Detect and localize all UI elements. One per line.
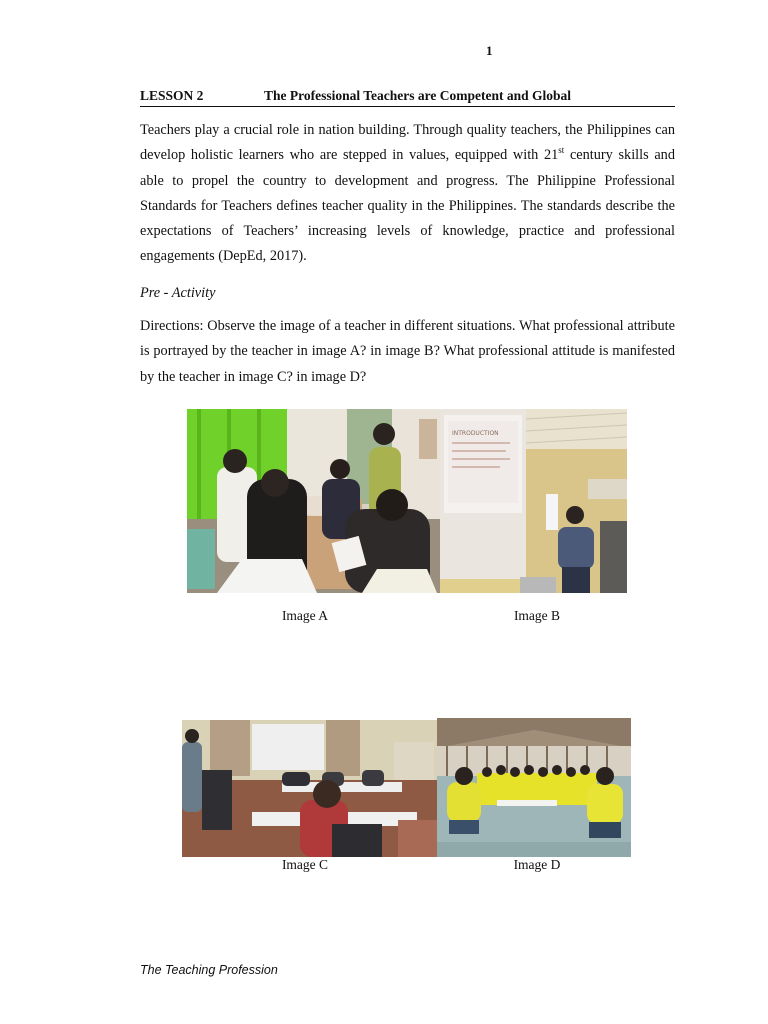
image-a-photo bbox=[187, 409, 440, 593]
svg-text:INTRODUCTION: INTRODUCTION bbox=[452, 430, 499, 437]
image-b-photo bbox=[440, 409, 627, 593]
caption-image-c: Image C bbox=[281, 857, 329, 872]
lesson-title: The Professional Teachers are Competent and Global bbox=[264, 88, 572, 103]
intro-superscript: st bbox=[558, 145, 565, 156]
caption-image-a: Image A bbox=[281, 608, 329, 623]
pre-activity-heading: Pre - Activity bbox=[140, 285, 216, 301]
lesson-header bbox=[140, 88, 675, 107]
image-d-photo bbox=[437, 718, 631, 857]
footer-text: The Teaching Profession bbox=[140, 963, 278, 977]
image-c-photo bbox=[182, 720, 437, 857]
intro-text-part1: Teachers play a crucial role in nation building. Through quality teachers, the Philippines can develop holistic learners who are stepped in values, equipped with 21 bbox=[140, 122, 675, 164]
page-number: 1 bbox=[486, 43, 493, 58]
lesson-code: LESSON 2 bbox=[140, 88, 204, 103]
intro-text-part2: century skills and able to propel the country to development and progress. The Philippine Professional Standards for Teachers defines teacher quality in the Philippines. The standards describe the expectations of Teachers’ increasing levels of knowledge, practice and professional engagements (DepEd, 2017). bbox=[140, 147, 675, 265]
intro-paragraph bbox=[140, 118, 675, 270]
caption-image-b: Image B bbox=[513, 608, 561, 623]
directions-paragraph: Directions: Observe the image of a teacher in different situations. What professional attribute is portrayed by the teacher in image A? in image B? What professional attitude is manifested by the teacher in image C? in image D? bbox=[140, 318, 675, 385]
caption-image-d: Image D bbox=[513, 857, 561, 872]
